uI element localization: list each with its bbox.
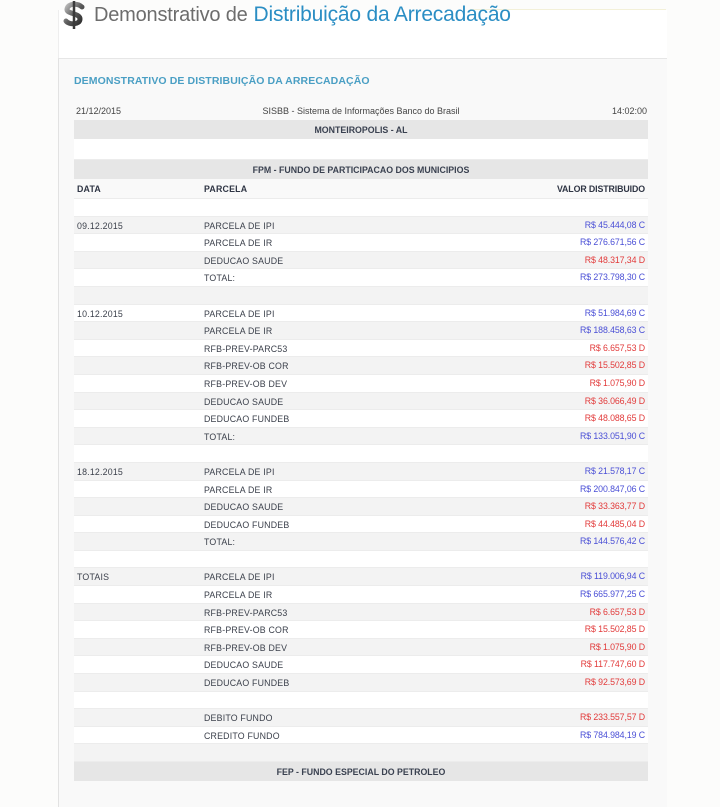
cell-parcela: PARCELA DE IR [204, 326, 273, 337]
table-row [74, 639, 648, 657]
cell-valor: R$ 48.088,65 D [584, 413, 645, 424]
cell-parcela: PARCELA DE IPI [204, 220, 275, 231]
fep-section-title: FEP - FUNDO ESPECIAL DO PETROLEO [276, 767, 446, 777]
cell-parcela: PARCELA DE IPI [204, 466, 275, 477]
table-row [74, 463, 648, 481]
table-header [74, 179, 648, 199]
system-name: SISBB - Sistema de Informações Banco do Brasil [262, 106, 460, 116]
table-row [74, 656, 648, 674]
table-row [74, 744, 648, 762]
cell-parcela: PARCELA DE IPI [204, 308, 275, 319]
cell-parcela: DEDUCAO FUNDEB [204, 678, 290, 689]
table-row [74, 357, 648, 375]
cell-valor: R$ 92.573,69 D [584, 677, 645, 688]
cell-valor: R$ 51.984,69 C [584, 307, 645, 318]
column-header-parcela: PARCELA [204, 184, 248, 194]
document-title: DEMONSTRATIVO DE DISTRIBUIÇÃO DA ARRECADAÇÃO [74, 75, 370, 87]
cell-valor: R$ 200.847,06 C [579, 483, 645, 494]
cell-valor: R$ 45.444,08 C [584, 219, 645, 230]
table-row [74, 393, 648, 411]
fpm-section-header [74, 160, 648, 179]
cell-valor: R$ 665.977,25 C [579, 589, 645, 600]
table-row [74, 234, 648, 252]
cell-parcela: DEDUCAO SAUDE [204, 396, 284, 407]
table-row [74, 410, 648, 428]
table-row [74, 709, 648, 727]
cell-valor: R$ 33.363,77 D [584, 501, 645, 512]
table-row [74, 586, 648, 604]
table-row [74, 322, 648, 340]
table-row [74, 428, 648, 446]
cell-valor: R$ 44.485,04 D [584, 518, 645, 529]
cell-valor: R$ 48.317,34 D [584, 254, 645, 265]
cell-parcela: RFB-PREV-OB DEV [204, 378, 288, 389]
table-row [74, 269, 648, 287]
cell-data: TOTAIS [77, 572, 110, 583]
cell-valor: R$ 15.502,85 D [584, 360, 645, 371]
cell-parcela: DEDUCAO FUNDEB [204, 519, 290, 530]
cell-parcela: TOTAL: [204, 273, 236, 284]
column-header-valor: VALOR DISTRIBUIDO [556, 184, 645, 194]
cell-valor: R$ 188.458,63 C [579, 325, 645, 336]
table-row [74, 287, 648, 305]
distribution-table [74, 120, 648, 781]
cell-parcela: PARCELA DE IR [204, 484, 273, 495]
report-time: 14:02:00 [611, 106, 647, 116]
cell-parcela: RFB-PREV-OB DEV [204, 642, 288, 653]
cell-parcela: CREDITO FUNDO [204, 730, 280, 741]
cell-data: 10.12.2015 [77, 308, 124, 319]
dollar-sign-icon [60, 0, 90, 30]
cell-parcela: PARCELA DE IR [204, 590, 273, 601]
cell-parcela: PARCELA DE IPI [204, 572, 275, 583]
cell-valor: R$ 233.557,57 D [579, 712, 645, 723]
cell-valor: R$ 273.798,30 C [579, 272, 645, 283]
cell-parcela: TOTAL: [204, 431, 236, 442]
cell-parcela: TOTAL: [204, 537, 236, 548]
cell-valor: R$ 144.576,42 C [579, 536, 645, 547]
cell-valor: R$ 1.075,90 D [589, 641, 645, 652]
cell-data: 09.12.2015 [77, 220, 124, 231]
table-row [74, 516, 648, 534]
cell-parcela: DEDUCAO SAUDE [204, 255, 284, 266]
cell-parcela: DEDUCAO SAUDE [204, 660, 284, 671]
table-row [74, 252, 648, 270]
cell-parcela: PARCELA DE IR [204, 238, 273, 249]
page-header [60, 0, 511, 30]
cell-parcela: DEDUCAO FUNDEB [204, 414, 290, 425]
cell-valor: R$ 6.657,53 D [589, 342, 645, 353]
table-row [74, 305, 648, 323]
page-title-prefix: Demonstrativo de [94, 3, 248, 26]
table-row [74, 217, 648, 235]
cell-parcela: RFB-PREV-OB COR [204, 361, 289, 372]
cell-parcela: RFB-PREV-PARC53 [204, 607, 288, 618]
cell-parcela: DEDUCAO SAUDE [204, 502, 284, 513]
table-row [74, 199, 648, 217]
table-row [74, 727, 648, 745]
report-date: 21/12/2015 [76, 106, 122, 116]
table-row [74, 375, 648, 393]
cell-valor: R$ 117.747,60 D [580, 659, 645, 670]
cell-data: 18.12.2015 [77, 466, 124, 477]
cell-valor: R$ 21.578,17 C [584, 465, 645, 476]
table-row [74, 481, 648, 499]
column-header-data: DATA [77, 184, 101, 194]
table-row [74, 604, 648, 622]
cell-valor: R$ 36.066,49 D [584, 395, 645, 406]
table-row [74, 674, 648, 692]
cell-parcela: DEBITO FUNDO [204, 713, 273, 724]
table-row [74, 621, 648, 639]
fpm-section-title: FPM - FUNDO DE PARTICIPACAO DOS MUNICIPIOS [252, 165, 470, 175]
table-row [74, 551, 648, 569]
table-row [74, 568, 648, 586]
table-row [74, 533, 648, 551]
table-row [74, 498, 648, 516]
table-row [74, 692, 648, 710]
cell-parcela: RFB-PREV-OB COR [204, 625, 289, 636]
report-meta [74, 106, 648, 118]
municipality-name: MONTEIROPOLIS - AL [314, 125, 408, 135]
cell-valor: R$ 6.657,53 D [589, 606, 645, 617]
cell-valor: R$ 15.502,85 D [584, 624, 645, 635]
table-row [74, 340, 648, 358]
cell-valor: R$ 119.006,94 C [580, 571, 645, 582]
cell-valor: R$ 1.075,90 D [589, 377, 645, 388]
spacer-row [74, 139, 648, 160]
fep-section-header [74, 762, 648, 781]
cell-parcela: RFB-PREV-PARC53 [204, 343, 288, 354]
cell-valor: R$ 133.051,90 C [579, 430, 645, 441]
page-title: Distribuição da Arrecadação [253, 3, 511, 26]
municipality-band [74, 120, 648, 139]
cell-valor: R$ 784.984,19 C [579, 729, 645, 740]
table-row [74, 445, 648, 463]
cell-valor: R$ 276.671,56 C [579, 237, 645, 248]
